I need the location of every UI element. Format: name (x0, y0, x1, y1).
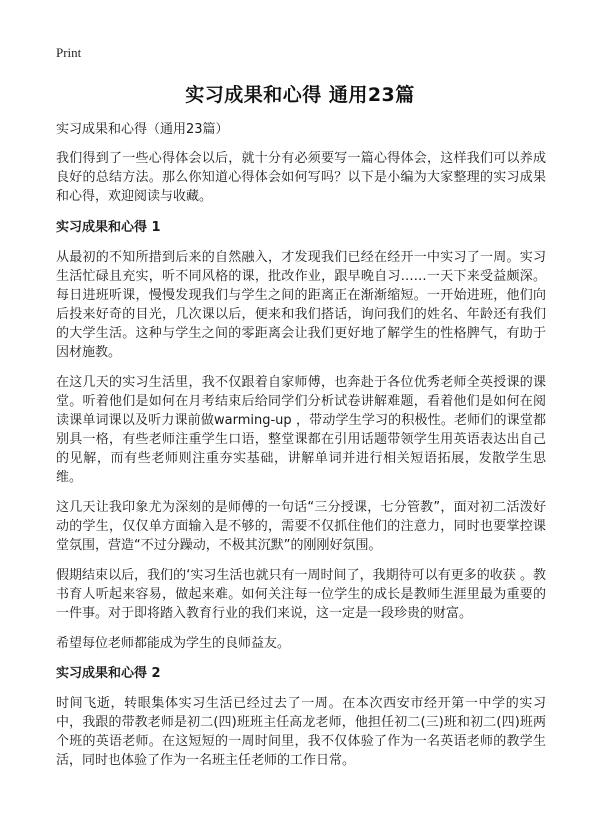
body-paragraph: 希望每位老师都能成为学生的良师益友。 (56, 636, 291, 651)
body-paragraph: 时间飞逝，转眼集体实习生活已经过去了一周。在本次西安市经开第一中学的实习中，我跟的带教老师是初二(四)班班主任高龙老师，他担任初二(三)班和初二(四)班两个班的英语老师。在这短短的一周时间里，我不仅体验了作为一名英语老师的教学生活，同时也体验了作为一名班主任老师的工作日常。 (56, 696, 546, 768)
section-heading-2: 实习成果和心得 2 (56, 666, 161, 681)
body-paragraph: 从最初的不知所措到后来的自然融入，才发现我们已经在经开一中实习了一周。实习生活忙碌且充实，听不同风格的课，批改作业，跟早晚自习……一天下来受益颇深。每日进班听课，慢慢发现我们与学生之间的距离正在渐渐缩短。一开始进班，他们向后投来好奇的目光，几次课以后，便来和我们搭话，询问我们的姓名、年龄还有我们的大学生活。这种与学生之间的零距离会让我们更好地了解学生的性格脾气，有助于因材施教。 (56, 250, 546, 360)
body-paragraph: 这几天让我印象尤为深刻的是师傅的一句话“三分授课，七分管教”，面对初二活泼好动的学生，仅仅单方面输入是不够的，需要不仅抓住他们的注意力，同时也要掌控课堂氛围，营造“不过分躁动，不极其沉默”的刚刚好氛围。 (56, 500, 546, 553)
page-title: 实习成果和心得 通用23篇 (185, 84, 415, 106)
section-heading-1: 实习成果和心得 1 (56, 220, 161, 235)
body-paragraph: 在这几天的实习生活里，我不仅跟着自家师傅，也奔赴于各位优秀老师全英授课的课堂。听着他们是如何在月考结束后给同学们分析试卷讲解难题，看着他们是如何在阅读课单词课以及听力课前做warming-up ，带动学生学习的积极性。老师们的课堂都别具一格，有些老师注重学生口语，整堂课都在引用话题带领学生用英语表达出自己的见解，而有些老师则注重夯实基础，讲解单词并进行相关短语拓展，发散学生思维。 (56, 375, 546, 485)
intro-paragraph: 我们得到了一些心得体会以后，就十分有必须要写一篇心得体会，这样我们可以养成良好的总结方法。那么你知道心得体会如何写吗？以下是小编为大家整理的实习成果和心得，欢迎阅读与收藏。 (56, 151, 546, 204)
document-body (56, 120, 546, 781)
document-subtitle: 实习成果和心得（通用23篇） (56, 122, 229, 137)
body-paragraph: 假期结束以后，我们的‘实习生活也就只有一周时间了，我期待可以有更多的收获 。教书育人听起来容易，做起来难。如何关注每一位学生的成长是教师生涯里最为重要的一件事。对于即将踏入教育行业的我们来说，这一定是一段珍贵的财富。 (56, 568, 546, 621)
print-link[interactable]: Print (56, 45, 82, 60)
